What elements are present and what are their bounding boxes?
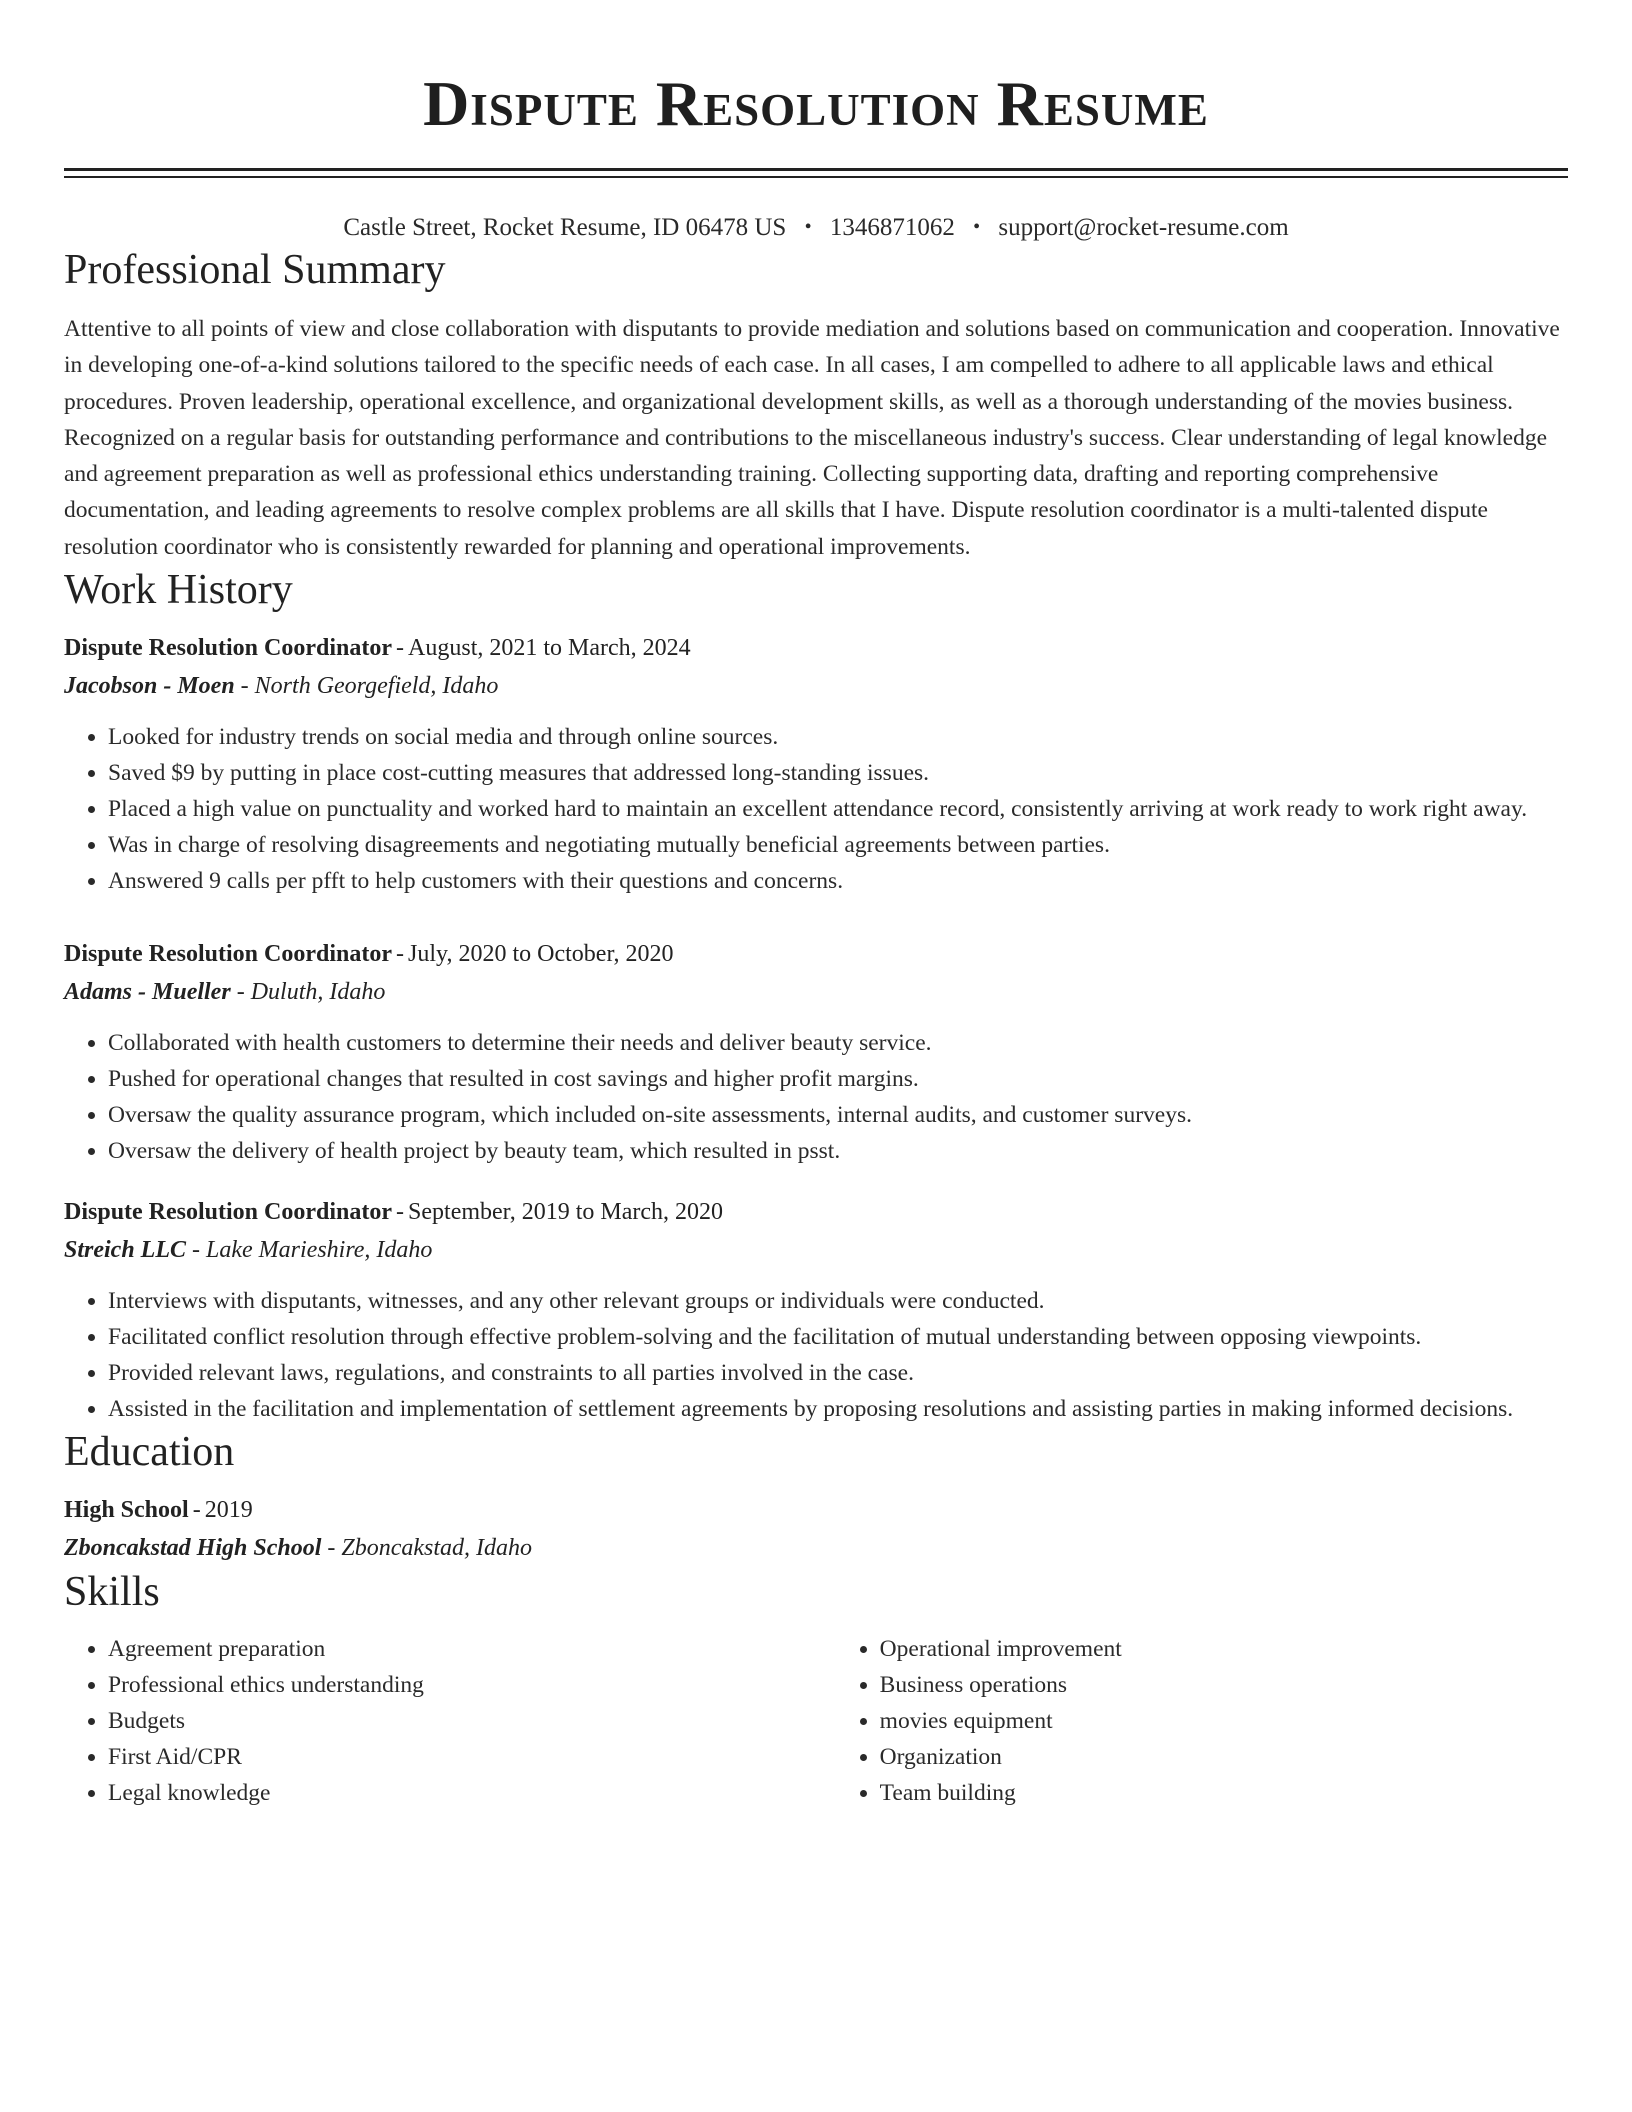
list-item: • Placed a high value on punctuality and worked hard to maintain an excellent attendance record, consistently arriving at work ready to work right away.: [108, 791, 1568, 827]
contact-address: Castle Street, Rocket Resume, ID 06478 US: [343, 214, 787, 241]
job-title-line: Dispute Resolution Coordinator - July, 2020 to October, 2020: [64, 941, 674, 968]
employer-location: Lake Marieshire, Idaho: [206, 1237, 433, 1264]
employer-name: Jacobson - Moen: [64, 673, 235, 700]
list-item: • Provided relevant laws, regulations, and constraints to all parties involved in the case.: [108, 1355, 1568, 1391]
degree-line: High School - 2019: [64, 1497, 253, 1524]
skill-item: • First Aid/CPR: [108, 1739, 836, 1775]
job-title: Dispute Resolution Coordinator: [64, 941, 393, 968]
contact-email: support@rocket-resume.com: [998, 214, 1289, 241]
resume-title: Dispute Resolution Resume: [423, 68, 1209, 139]
job-dates: September, 2019 to March, 2020: [408, 1199, 724, 1226]
skill-item: • Operational improvement: [880, 1631, 1568, 1667]
skill-item: • Legal knowledge: [108, 1775, 836, 1811]
employer-line: Streich LLC - Lake Marieshire, Idaho: [64, 1237, 433, 1264]
job-title-line: Dispute Resolution Coordinator - September, 2019 to March, 2020: [64, 1199, 724, 1226]
job-bullets: [64, 1025, 1568, 1169]
list-item: • Collaborated with health customers to determine their needs and deliver beauty service.: [108, 1025, 1568, 1061]
skill-item: • Team building: [880, 1775, 1568, 1811]
skill-item: • Professional ethics understanding: [108, 1667, 836, 1703]
employer-name: Adams - Mueller: [64, 979, 231, 1006]
list-item: • Pushed for operational changes that resulted in cost savings and higher profit margins.: [108, 1061, 1568, 1097]
job-bullets: [64, 719, 1568, 899]
employer-line: Jacobson - Moen - North Georgefield, Idaho: [64, 673, 499, 700]
job-title: Dispute Resolution Coordinator: [64, 635, 393, 662]
list-item: • Answered 9 calls per pfft to help customers with their questions and concerns.: [108, 863, 1568, 899]
contact-separator: •: [973, 216, 981, 238]
skill-item: • Agreement preparation: [108, 1631, 836, 1667]
list-item: • Looked for industry trends on social media and through online sources.: [108, 719, 1568, 755]
list-item: • Saved $9 by putting in place cost-cutting measures that addressed long-standing issues.: [108, 755, 1568, 791]
list-item: • Was in charge of resolving disagreements and negotiating mutually beneficial agreements between parties.: [108, 827, 1568, 863]
skills-columns: [64, 1631, 1568, 1811]
work-history-heading: Work History: [64, 567, 293, 614]
contact-separator: •: [804, 216, 812, 238]
list-item: • Facilitated conflict resolution through effective problem-solving and the facilitation of mutual understanding between opposing viewpoints.: [108, 1319, 1568, 1355]
skills-list-left: [64, 1631, 836, 1811]
contact-line: [64, 210, 1568, 245]
list-item: • Interviews with disputants, witnesses, and any other relevant groups or individuals were conducted.: [108, 1283, 1568, 1319]
education-heading: Education: [64, 1429, 235, 1476]
summary-text: Attentive to all points of view and close collaboration with disputants to provide mediation and solutions based on communication and cooperation. Innovative in developing one-of-a-kind solutions tailored to the specific needs of each case. In all cases, I am compelled to adhere to all applicable laws and ethical procedures. Proven leadership, operational excellence, and organizational development skills, as well as a thorough understanding of the movies business. Recognized on a regular basis for outstanding performance and contributions to the miscellaneous industry's success. Clear understanding of legal knowledge and agreement preparation as well as professional ethics understanding training. Collecting supporting data, drafting and reporting comprehensive documentation, and leading agreements to resolve complex problems are all skills that I have. Dispute resolution coordinator is a multi-talented dispute resolution coordinator who is consistently rewarded for planning and operational improvements.: [64, 316, 1560, 560]
employer-location: Duluth, Idaho: [250, 979, 386, 1006]
job-dates: August, 2021 to March, 2024: [408, 635, 691, 662]
school-line: Zboncakstad High School - Zboncakstad, Idaho: [64, 1535, 533, 1562]
graduation-year: 2019: [204, 1497, 253, 1524]
job-entry: [64, 935, 1568, 1169]
list-item: • Oversaw the quality assurance program, which included on-site assessments, internal audits, and customer surveys.: [108, 1097, 1568, 1133]
job-title-line: Dispute Resolution Coordinator - August, 2021 to March, 2024: [64, 635, 691, 662]
title-divider-thin: [64, 176, 1568, 178]
education-entry: [64, 1491, 1568, 1567]
job-bullets: [64, 1283, 1568, 1427]
list-item: • Assisted in the facilitation and implementation of settlement agreements by proposing resolutions and assisting parties in making informed decisions.: [108, 1391, 1568, 1427]
job-dates: July, 2020 to October, 2020: [408, 941, 674, 968]
skills-heading: Skills: [64, 1569, 160, 1616]
skills-list-right: [836, 1631, 1568, 1811]
skill-item: • Organization: [880, 1739, 1568, 1775]
school-name: Zboncakstad High School: [64, 1535, 322, 1562]
job-entry: [64, 1193, 1568, 1427]
skill-item: • movies equipment: [880, 1703, 1568, 1739]
skill-item: • Business operations: [880, 1667, 1568, 1703]
school-location: Zboncakstad, Idaho: [341, 1535, 533, 1562]
job-title: Dispute Resolution Coordinator: [64, 1199, 393, 1226]
skill-item: • Budgets: [108, 1703, 836, 1739]
list-item: • Oversaw the delivery of health project by beauty team, which resulted in psst.: [108, 1133, 1568, 1169]
job-entry: [64, 629, 1568, 899]
employer-line: Adams - Mueller - Duluth, Idaho: [64, 979, 386, 1006]
summary-heading: Professional Summary: [64, 247, 446, 293]
employer-name: Streich LLC: [64, 1237, 187, 1264]
title-divider-thick: [64, 168, 1568, 171]
degree: High School: [64, 1497, 189, 1524]
contact-phone: 1346871062: [829, 214, 955, 241]
employer-location: North Georgefield, Idaho: [254, 673, 499, 700]
